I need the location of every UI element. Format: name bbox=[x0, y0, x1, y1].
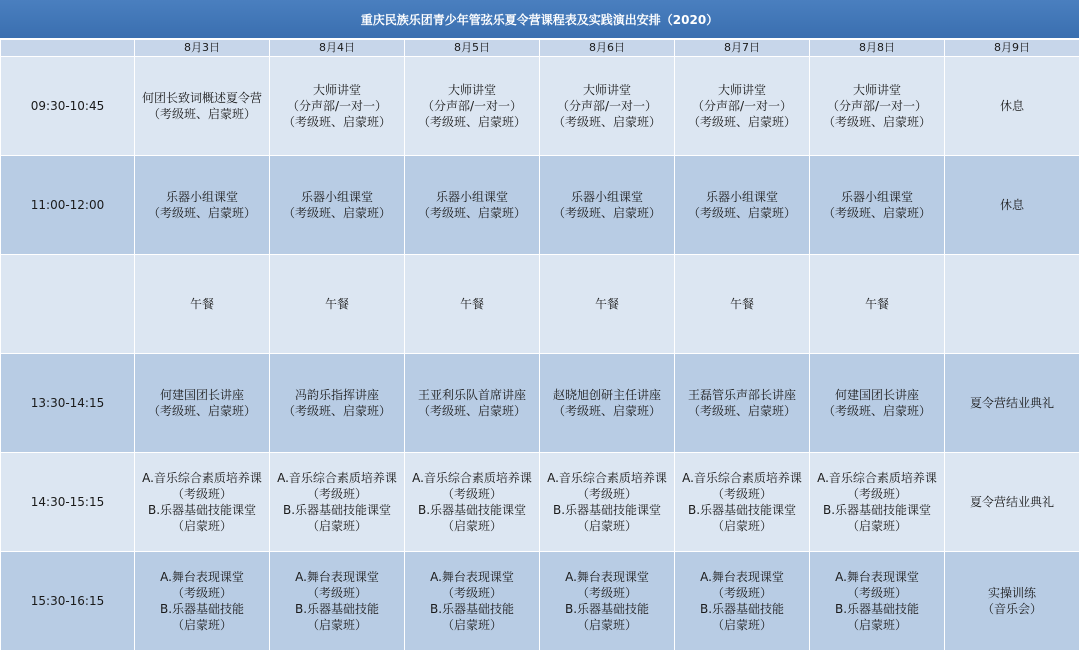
session-text-line: （考级班、启蒙班） bbox=[822, 115, 931, 129]
session-text-line: 实操训练 bbox=[987, 586, 1036, 600]
session-cell bbox=[810, 255, 945, 354]
session-text-line: （考级班、启蒙班） bbox=[822, 206, 931, 220]
session-cell bbox=[675, 156, 810, 255]
session-text-line: （考级班、启蒙班） bbox=[552, 206, 661, 220]
session-text-line: （启蒙班） bbox=[711, 519, 772, 533]
session-text-line: A.音乐综合素质培养课 bbox=[817, 471, 937, 485]
session-text-line: （考级班、启蒙班） bbox=[282, 404, 391, 418]
session-text-line: （考级班、启蒙班） bbox=[147, 206, 256, 220]
session-cell bbox=[810, 453, 945, 552]
session-cell bbox=[540, 57, 675, 156]
session-text-line: B.乐器基础技能课堂 bbox=[687, 503, 797, 517]
session-text-line: （分声部/一对一） bbox=[286, 99, 388, 113]
session-text-line: （启蒙班） bbox=[306, 618, 367, 632]
session-cell bbox=[405, 552, 540, 651]
session-text-line: （考级班） bbox=[711, 487, 772, 501]
session-text-line: B.乐器基础技能 bbox=[699, 602, 785, 616]
session-text-line: （考级班） bbox=[576, 487, 637, 501]
session-text-line: （考级班、启蒙班） bbox=[417, 404, 526, 418]
session-text-line: A.舞台表现课堂 bbox=[160, 570, 244, 584]
date-header: 8月8日 bbox=[810, 40, 945, 57]
session-text-line: B.乐器基础技能课堂 bbox=[417, 503, 527, 517]
session-cell bbox=[945, 57, 1079, 156]
session-cell bbox=[675, 354, 810, 453]
session-text-line: 乐器小组课堂 bbox=[435, 190, 508, 204]
session-cell bbox=[135, 453, 270, 552]
session-text-line: （考级班、启蒙班） bbox=[687, 206, 796, 220]
session-text-line: （考级班、启蒙班） bbox=[687, 404, 796, 418]
session-cell bbox=[810, 552, 945, 651]
session-cell bbox=[405, 453, 540, 552]
session-text-line: A.音乐综合素质培养课 bbox=[547, 471, 667, 485]
date-header-row bbox=[1, 40, 1079, 57]
time-slot-cell: 14:30-15:15 bbox=[1, 453, 135, 552]
session-cell bbox=[810, 156, 945, 255]
session-text-line: A.音乐综合素质培养课 bbox=[277, 471, 397, 485]
date-header: 8月6日 bbox=[540, 40, 675, 57]
session-cell bbox=[540, 255, 675, 354]
time-slot-cell: 13:30-14:15 bbox=[1, 354, 135, 453]
session-text-line: 乐器小组课堂 bbox=[300, 190, 373, 204]
session-cell bbox=[945, 552, 1079, 651]
session-text-line: B.乐器基础技能课堂 bbox=[822, 503, 932, 517]
session-text-line: （启蒙班） bbox=[441, 618, 502, 632]
session-text-line: A.音乐综合素质培养课 bbox=[682, 471, 802, 485]
schedule-row bbox=[1, 57, 1079, 156]
session-text-line: （考级班、启蒙班） bbox=[552, 115, 661, 129]
session-cell bbox=[270, 354, 405, 453]
session-text-line: 午餐 bbox=[594, 297, 619, 311]
session-text-line: A.舞台表现课堂 bbox=[835, 570, 919, 584]
session-text-line: 午餐 bbox=[729, 297, 754, 311]
session-text-line: B.乐器基础技能 bbox=[429, 602, 515, 616]
session-text-line: （考级班、启蒙班） bbox=[147, 107, 256, 121]
session-text-line: （考级班、启蒙班） bbox=[822, 404, 931, 418]
session-text-line: B.乐器基础技能 bbox=[159, 602, 245, 616]
session-cell bbox=[675, 453, 810, 552]
session-cell bbox=[405, 255, 540, 354]
session-text-line: A.音乐综合素质培养课 bbox=[142, 471, 262, 485]
time-slot-cell: 09:30-10:45 bbox=[1, 57, 135, 156]
session-text-line: （考级班） bbox=[306, 586, 367, 600]
session-cell bbox=[405, 57, 540, 156]
session-cell bbox=[945, 453, 1079, 552]
session-text-line: （分声部/一对一） bbox=[691, 99, 793, 113]
session-cell bbox=[135, 255, 270, 354]
session-text-line: A.舞台表现课堂 bbox=[700, 570, 784, 584]
session-cell bbox=[270, 552, 405, 651]
session-text-line: （考级班） bbox=[306, 487, 367, 501]
session-text-line: （启蒙班） bbox=[576, 618, 637, 632]
session-text-line: 休息 bbox=[999, 198, 1024, 212]
session-text-line: 夏令营结业典礼 bbox=[969, 495, 1054, 509]
session-cell bbox=[135, 354, 270, 453]
time-slot-cell: 15:30-16:15 bbox=[1, 552, 135, 651]
session-cell bbox=[675, 255, 810, 354]
session-text-line: 休息 bbox=[999, 99, 1024, 113]
session-text-line: （考级班、启蒙班） bbox=[687, 115, 796, 129]
schedule-title: 重庆民族乐团青少年管弦乐夏令营课程表及实践演出安排（2020） bbox=[0, 0, 1079, 39]
session-text-line: （考级班、启蒙班） bbox=[417, 206, 526, 220]
schedule-row bbox=[1, 453, 1079, 552]
session-text-line: A.舞台表现课堂 bbox=[565, 570, 649, 584]
date-header: 8月4日 bbox=[270, 40, 405, 57]
session-text-line: 午餐 bbox=[459, 297, 484, 311]
session-text-line: （考级班、启蒙班） bbox=[282, 206, 391, 220]
session-cell bbox=[135, 57, 270, 156]
schedule-row bbox=[1, 552, 1079, 651]
session-cell bbox=[270, 57, 405, 156]
session-text-line: （考级班） bbox=[846, 487, 907, 501]
session-text-line: （分声部/一对一） bbox=[826, 99, 928, 113]
session-text-line: （考级班） bbox=[171, 487, 232, 501]
session-cell bbox=[810, 57, 945, 156]
session-text-line: B.乐器基础技能 bbox=[564, 602, 650, 616]
session-text-line: （考级班） bbox=[846, 586, 907, 600]
session-cell bbox=[270, 255, 405, 354]
session-text-line: （启蒙班） bbox=[171, 519, 232, 533]
session-text-line: 午餐 bbox=[189, 297, 214, 311]
session-text-line: 乐器小组课堂 bbox=[840, 190, 913, 204]
session-text-line: （考级班、启蒙班） bbox=[147, 404, 256, 418]
session-text-line: A.舞台表现课堂 bbox=[295, 570, 379, 584]
session-cell bbox=[270, 156, 405, 255]
session-text-line: （启蒙班） bbox=[306, 519, 367, 533]
corner-cell bbox=[1, 40, 135, 57]
date-header: 8月5日 bbox=[405, 40, 540, 57]
session-cell bbox=[675, 57, 810, 156]
session-text-line: （分声部/一对一） bbox=[421, 99, 523, 113]
session-text-line: （启蒙班） bbox=[846, 618, 907, 632]
session-text-line: 午餐 bbox=[864, 297, 889, 311]
time-slot-cell bbox=[1, 255, 135, 354]
session-text-line: A.舞台表现课堂 bbox=[430, 570, 514, 584]
schedule-row bbox=[1, 354, 1079, 453]
session-text-line: B.乐器基础技能 bbox=[834, 602, 920, 616]
session-text-line: 大师讲堂 bbox=[852, 83, 901, 97]
session-cell bbox=[540, 453, 675, 552]
session-cell bbox=[945, 354, 1079, 453]
session-text-line: 大师讲堂 bbox=[717, 83, 766, 97]
time-slot-cell: 11:00-12:00 bbox=[1, 156, 135, 255]
session-text-line: （音乐会） bbox=[981, 602, 1042, 616]
session-text-line: （考级班、启蒙班） bbox=[552, 404, 661, 418]
schedule-row bbox=[1, 156, 1079, 255]
session-cell bbox=[270, 453, 405, 552]
session-text-line: B.乐器基础技能课堂 bbox=[552, 503, 662, 517]
session-cell bbox=[540, 552, 675, 651]
session-text-line: （分声部/一对一） bbox=[556, 99, 658, 113]
session-text-line: 王磊管乐声部长讲座 bbox=[687, 388, 796, 402]
session-text-line: 何团长致词概述夏令营 bbox=[141, 91, 262, 105]
session-cell bbox=[945, 255, 1079, 354]
session-text-line: 午餐 bbox=[324, 297, 349, 311]
schedule-row bbox=[1, 255, 1079, 354]
session-cell bbox=[540, 354, 675, 453]
session-text-line: （启蒙班） bbox=[576, 519, 637, 533]
session-text-line: （考级班） bbox=[171, 586, 232, 600]
session-cell bbox=[405, 354, 540, 453]
session-text-line: （考级班、启蒙班） bbox=[417, 115, 526, 129]
session-text-line: B.乐器基础技能课堂 bbox=[147, 503, 257, 517]
session-text-line: （启蒙班） bbox=[846, 519, 907, 533]
session-text-line: （考级班） bbox=[441, 586, 502, 600]
session-cell bbox=[540, 156, 675, 255]
session-text-line: 赵晓旭创研主任讲座 bbox=[552, 388, 661, 402]
session-text-line: A.音乐综合素质培养课 bbox=[412, 471, 532, 485]
session-text-line: 大师讲堂 bbox=[447, 83, 496, 97]
session-cell bbox=[810, 354, 945, 453]
date-header: 8月3日 bbox=[135, 40, 270, 57]
session-cell bbox=[945, 156, 1079, 255]
session-text-line: 大师讲堂 bbox=[582, 83, 631, 97]
date-header: 8月7日 bbox=[675, 40, 810, 57]
session-text-line: 何建国团长讲座 bbox=[159, 388, 244, 402]
session-text-line: （启蒙班） bbox=[171, 618, 232, 632]
schedule-table bbox=[0, 39, 1079, 651]
session-cell bbox=[135, 156, 270, 255]
session-text-line: 王亚利乐队首席讲座 bbox=[417, 388, 526, 402]
session-text-line: （启蒙班） bbox=[711, 618, 772, 632]
session-text-line: 乐器小组课堂 bbox=[165, 190, 238, 204]
date-header: 8月9日 bbox=[945, 40, 1079, 57]
session-text-line: 乐器小组课堂 bbox=[705, 190, 778, 204]
session-text-line: 乐器小组课堂 bbox=[570, 190, 643, 204]
session-text-line: B.乐器基础技能 bbox=[294, 602, 380, 616]
session-text-line: B.乐器基础技能课堂 bbox=[282, 503, 392, 517]
session-text-line: （考级班） bbox=[441, 487, 502, 501]
session-text-line: 大师讲堂 bbox=[312, 83, 361, 97]
session-cell bbox=[405, 156, 540, 255]
session-text-line: （考级班） bbox=[711, 586, 772, 600]
session-text-line: 夏令营结业典礼 bbox=[969, 396, 1054, 410]
session-text-line: （考级班） bbox=[576, 586, 637, 600]
session-text-line: （考级班、启蒙班） bbox=[282, 115, 391, 129]
session-text-line: （启蒙班） bbox=[441, 519, 502, 533]
session-cell bbox=[135, 552, 270, 651]
session-text-line: 冯韵乐指挥讲座 bbox=[294, 388, 379, 402]
session-cell bbox=[675, 552, 810, 651]
session-text-line: 何建国团长讲座 bbox=[834, 388, 919, 402]
